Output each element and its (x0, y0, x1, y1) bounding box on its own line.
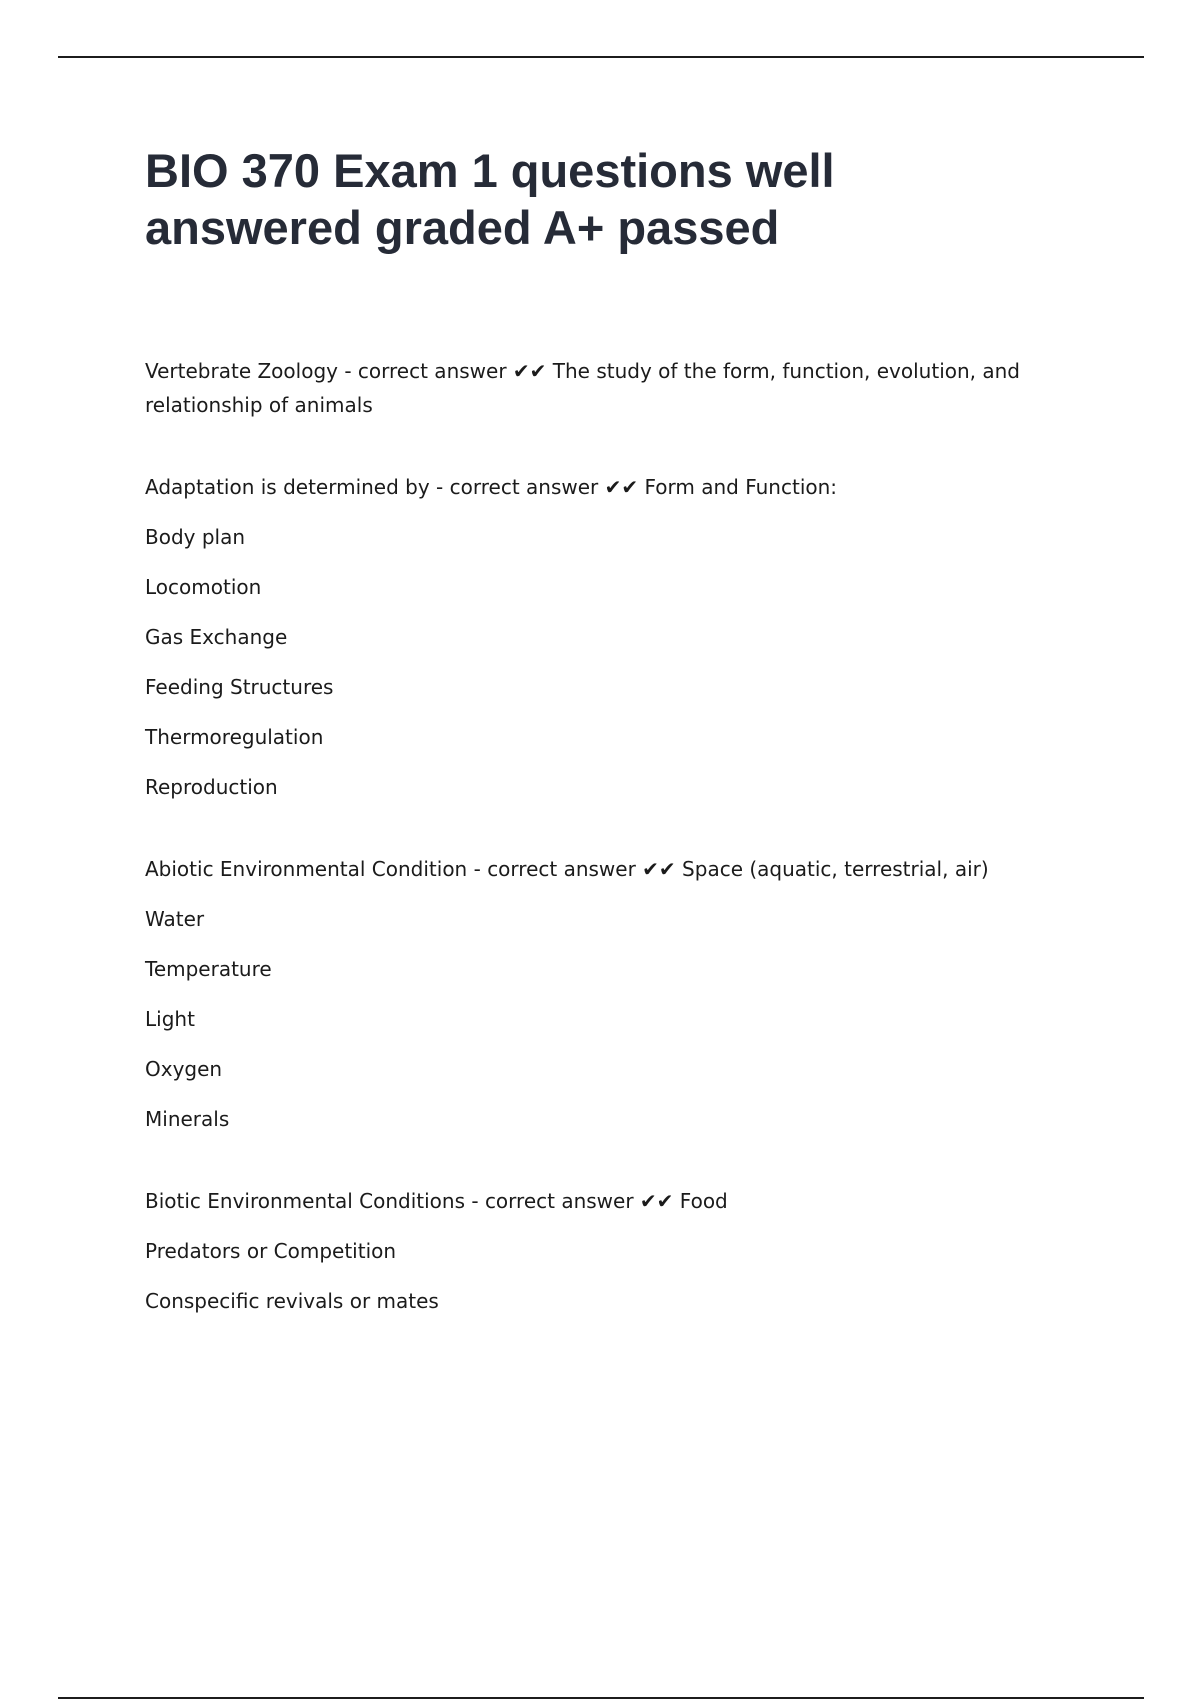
qa-line (145, 852, 1045, 886)
answer-line: Minerals (145, 1107, 230, 1131)
separator: - (467, 857, 488, 881)
answer-text: Form and Function: (644, 475, 838, 499)
answer-marker: correct answer (449, 475, 599, 499)
answer-text: Food (679, 1189, 728, 1213)
answer-marker: correct answer (487, 857, 636, 881)
double-check-icon: ✔✔ (642, 857, 676, 881)
bottom-rule (58, 1697, 1144, 1699)
answer-text: The study of the form, function, evolution, and relationship of animals (145, 359, 1020, 417)
answer-line: Thermoregulation (145, 725, 324, 749)
answer-line: Reproduction (145, 775, 278, 799)
double-check-icon: ✔✔ (639, 1189, 674, 1213)
answer-marker: correct answer (357, 359, 507, 383)
answer-line: Light (145, 1007, 195, 1031)
qa-item (145, 852, 1045, 1136)
answer-line: Gas Exchange (145, 625, 288, 649)
qa-line (145, 1184, 1045, 1218)
document-body (145, 354, 1045, 1366)
answer-line: Water (145, 907, 205, 931)
answer-marker: correct answer (484, 1189, 634, 1213)
double-check-icon: ✔✔ (512, 359, 547, 383)
answer-line: Oxygen (145, 1057, 223, 1081)
question-term: Abiotic Environmental Condition (145, 857, 468, 881)
answer-line: Feeding Structures (145, 675, 334, 699)
answer-line: Conspecific revivals or mates (145, 1289, 439, 1313)
answer-line: Predators or Competition (145, 1239, 397, 1263)
top-rule (58, 56, 1144, 58)
qa-item (145, 354, 1045, 422)
separator: - (429, 475, 450, 499)
qa-item (145, 1184, 1045, 1318)
question-term: Biotic Environmental Conditions (145, 1189, 465, 1213)
answer-text: Space (aquatic, terrestrial, air) (682, 857, 989, 881)
qa-line (145, 470, 1045, 504)
question-term: Adaptation is determined by (145, 475, 430, 499)
question-term: Vertebrate Zoology (145, 359, 338, 383)
separator: - (465, 1189, 485, 1213)
answer-line: Locomotion (145, 575, 262, 599)
document-title: BIO 370 Exam 1 questions well answered graded A+ passed (145, 144, 835, 254)
answer-line: Body plan (145, 525, 246, 549)
separator: - (337, 359, 358, 383)
double-check-icon: ✔✔ (604, 475, 639, 499)
qa-line (145, 354, 1045, 422)
answer-line: Temperature (145, 957, 272, 981)
qa-item (145, 470, 1045, 804)
